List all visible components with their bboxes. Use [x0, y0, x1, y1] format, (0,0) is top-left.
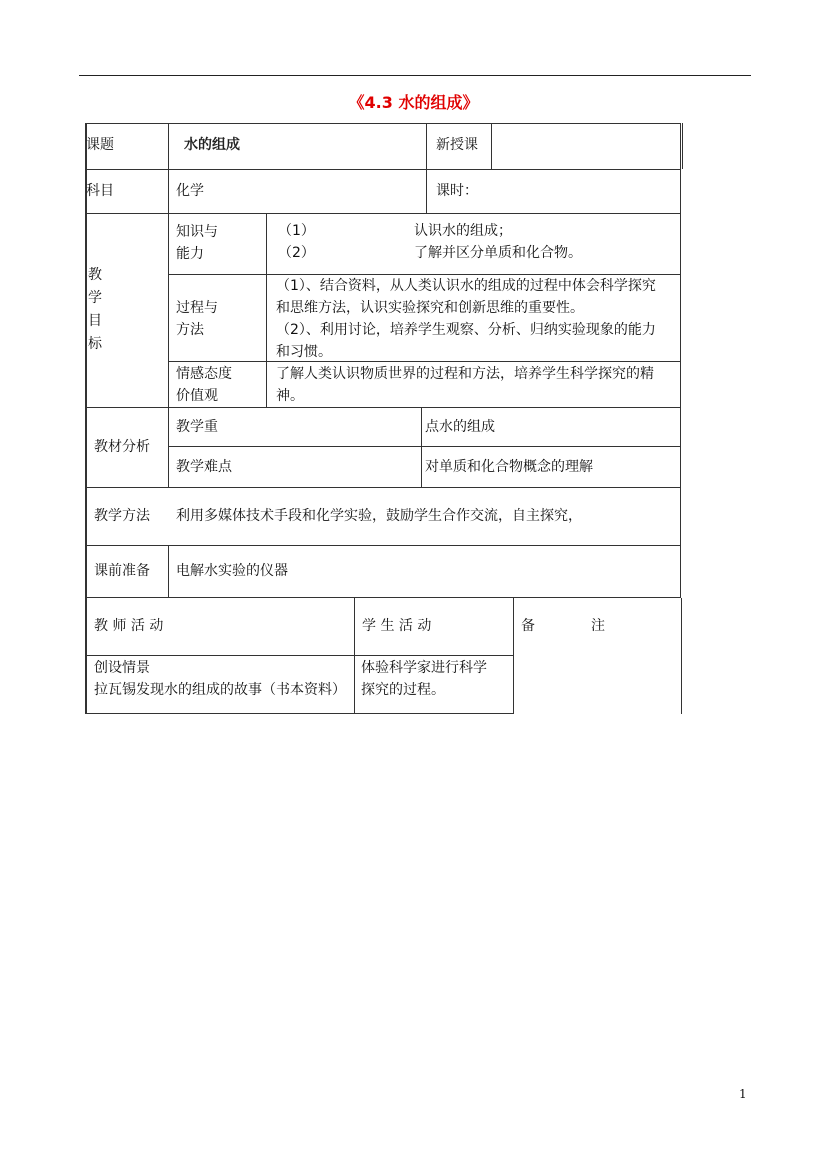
- notes-header: 备 注: [521, 618, 605, 634]
- teacher-activity-line2: 拉瓦锡发现水的组成的故事（书本资料）: [94, 682, 346, 698]
- teacher-activity-header: 教 师 活 动: [94, 618, 164, 634]
- prep-value: 电解水实验的仪器: [176, 563, 288, 579]
- goal3-line2: 神。: [276, 388, 304, 404]
- goal1-line2-text: 了解并区分单质和化合物。: [414, 245, 582, 261]
- lesson-type: 新授课: [436, 137, 478, 153]
- goal3-label-line2: 价值观: [176, 388, 218, 404]
- key-point-value: 点水的组成: [425, 419, 495, 435]
- student-activity-header: 学 生 活 动: [362, 618, 432, 634]
- subject-label: 科目: [86, 183, 114, 199]
- goal3-line1: 了解人类认识物质世界的过程和方法，培养学生科学探究的精: [276, 366, 654, 382]
- method-value: 利用多媒体技术手段和化学实验，鼓励学生合作交流，自主探究，: [176, 508, 582, 524]
- goal1-line2-num: （2）: [278, 245, 315, 261]
- difficulty-value: 对单质和化合物概念的理解: [425, 459, 593, 475]
- goal2-label-line1: 过程与: [176, 300, 218, 316]
- goal1-label-line2: 能力: [176, 246, 204, 262]
- page-number: 1: [739, 1087, 747, 1101]
- key-point-label: 教学重: [176, 419, 218, 435]
- topic-value: 水的组成: [184, 137, 240, 153]
- header-rule: [79, 75, 751, 76]
- prep-label: 课前准备: [94, 563, 150, 579]
- goal2-line2: 和思维方法，认识实验探究和创新思维的重要性。: [276, 300, 584, 316]
- goal1-label-line1: 知识与: [176, 224, 218, 240]
- student-activity-line1: 体验科学家进行科学: [361, 660, 487, 676]
- subject-value: 化学: [176, 183, 204, 199]
- goal3-label-line1: 情感态度: [176, 366, 232, 382]
- period-label: 课时：: [436, 183, 478, 199]
- material-label: 教材分析: [94, 439, 150, 455]
- goal1-line1-num: （1）: [278, 223, 315, 239]
- goal2-line1: （1）、结合资料，从人类认识水的组成的过程中体会科学探究: [276, 278, 656, 294]
- teacher-activity-line1: 创设情景: [94, 660, 150, 676]
- goal2-line3: （2）、利用讨论，培养学生观察、分析、归纳实验现象的能力: [276, 322, 656, 338]
- student-activity-line2: 探究的过程。: [361, 682, 445, 698]
- document-title: 《4.3 水的组成》: [348, 93, 479, 112]
- goal2-line4: 和习惯。: [276, 344, 332, 360]
- method-label: 教学方法: [94, 508, 150, 524]
- goal2-label-line2: 方法: [176, 322, 204, 338]
- goal1-line1-text: 认识水的组成；: [414, 223, 512, 239]
- difficulty-label: 教学难点: [176, 459, 232, 475]
- topic-label: 课题: [86, 137, 114, 153]
